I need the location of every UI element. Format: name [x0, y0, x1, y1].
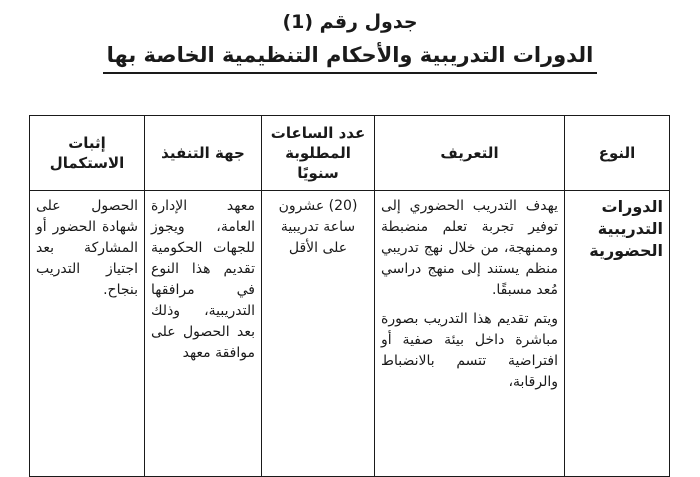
definition-paragraph-2: ويتم تقديم هذا التدريب بصورة مباشرة داخل بيئة صفية أو افتراضية تتسم بالانضباط والرقابة،: [381, 311, 558, 390]
training-courses-table: [30, 115, 670, 460]
cell-hours: (20) عشرون ساعة تدريبية على الأقل: [262, 191, 375, 477]
header-definition: التعريف: [375, 116, 565, 191]
cell-type: الدورات التدريبية الحضورية: [565, 191, 670, 477]
cell-proof: الحصول على شهادة الحضور أو المشاركة بعد اجتياز التدريب بنجاح.: [30, 191, 145, 477]
header-hours: عدد الساعات المطلوبة سنويًا: [262, 116, 375, 191]
cell-executor: معهد الإدارة العامة، ويجوز للجهات الحكومية تقديم هذا النوع في مرافقها التدريبية، وذلك بعد الحصول على موافقة معهد: [145, 191, 262, 477]
definition-paragraph-1: يهدف التدريب الحضوري إلى توفير تجربة تعلم منضبطة وممنهجة، من خلال نهج تدريبي منظم يستند إلى منهج دراسي مُعد مسبقًا.: [381, 198, 558, 298]
header-type: النوع: [565, 116, 670, 191]
header-executor: جهة التنفيذ: [145, 116, 262, 191]
header-row: [30, 116, 670, 191]
table-title: الدورات التدريبية والأحكام التنظيمية الخاصة بها: [103, 40, 598, 74]
table-number: جدول رقم (1): [282, 11, 418, 33]
header-proof: إثبات الاستكمال: [30, 116, 145, 191]
table-caption: [0, 8, 700, 74]
table-row: [30, 191, 670, 477]
cell-definition: [375, 191, 565, 477]
